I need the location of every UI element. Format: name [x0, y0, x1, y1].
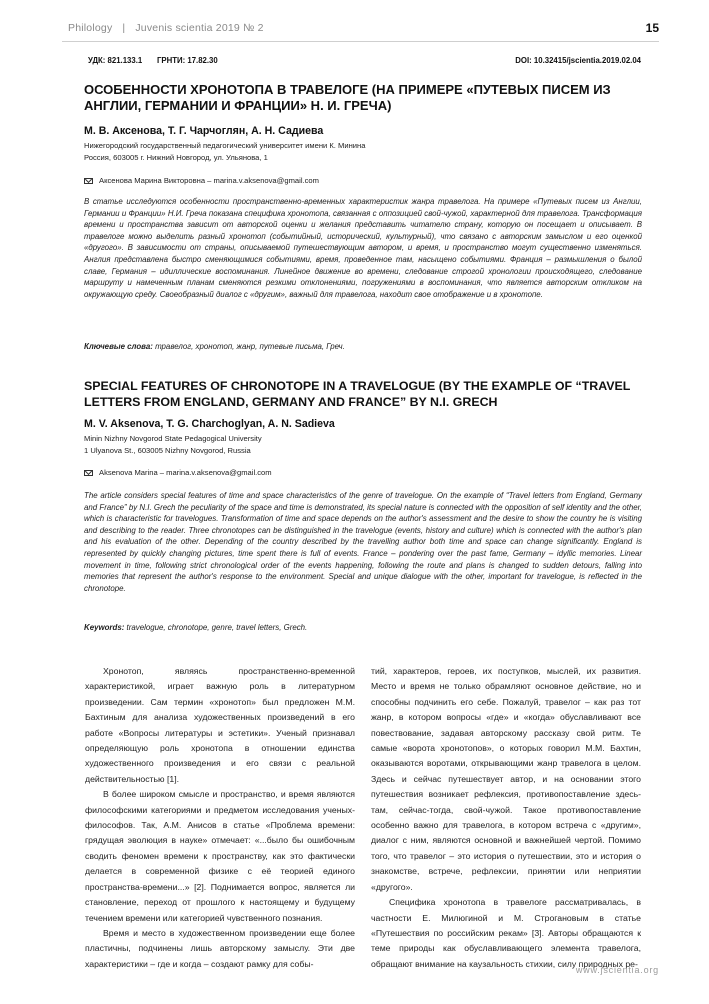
body-paragraph: В более широком смысле и пространство, и время являются философскими категориями и предметом исследования ученых-философов. Так, А.М. Анисов в статье «Проблема времени: грядущая эволюция в науке» отмечает: «...было бы ошибочным сводить феномен времени к пространству, как это фактически делается в современной физике с её теорией единого пространства-времени...» [2]. Поднимается вопрос, является ли становление, переход от прошлого к настоящему и будущему течением времени или категорией чувственного познания.	[85, 789, 355, 923]
ru-affiliation-1: Нижегородский государственный педагогический университет имени К. Минина	[84, 141, 366, 150]
body-column-left	[85, 664, 355, 972]
en-keywords	[84, 623, 307, 632]
body-paragraph: Время и место в художественном произведении еще более пластичны, подчинены лишь авторскому замыслу. Эти две характеристики – где и когда – создают рамку для собы-	[85, 927, 355, 969]
page-number: 15	[645, 21, 659, 35]
en-abstract: The article considers special features of time and space characteristics of the genre of travelogue. On the example of “Travel letters from England, Germany and France” by N.I. Grech the peculiarity of the space and time is demonstrated, its special nature is connected with the opposition of self identity and the other, which is characteristic for travelogues. Transformation of time and space depends on the author's assessment and the desire to show the country he is visiting and describing to the reader. Three chronotopes can be distinguished in the travelogue (events, history and culture) which is connected with the author's plan and his evaluation of the other. Depending of the country described by the travelling author both time and space can change significantly. England is represented by quickly changing pictures, time spent there is full of events. France – pondering over the past fame, Germany – idyllic memories. Linear movement in time, following strict chronological order of the events happening, following the route and plans is changed to sudden detours, falling into memories that represent the author's response to the environment. Special and unique dialogue with the other, important for travelogue, is reflected in the chronotope.	[84, 491, 642, 593]
ru-abstract: В статье исследуются особенности пространственно-временных характеристик жанра травелога. На примере «Путевых писем из Англии, Германии и Франции» Н.И. Греча показана специфика хронотопа, связанная с оппозицией свой-чужой, характерной для травелога. Трансформация времени и пространства зависит от авторской оценки и желания представить читателю страну, которую он посещает и описывает. В травелоге можно выделить разный хронотоп (событийный, исторический, культурный), что связано с авторским замыслом и его оценкой «другого». В зависимости от страны, описываемой путешествующим автором, и время, и пространство могут существенно изменяться. Англия представлена быстро сменяющимися событиями, время, проведенное там, насыщено событиями. Франция – размышления о былой славе, Германия – идиллические воспоминания. Линейное движение во времени, следование строгой хронологии происходящего, следование маршруту и намеченным планам сменяются резкими отклонениями, погружениями в воспоминания, что является авторским откликом на окружающую среду. Своеобразный диалог с «другим», важный для травелога, находит свое отображение и в хронотопе.	[84, 197, 642, 299]
ru-affiliation-2: Россия, 603005 г. Нижний Новгород, ул. Ульянова, 1	[84, 153, 268, 162]
envelope-icon	[84, 178, 93, 184]
en-title: SPECIAL FEATURES OF CHRONOTOPE IN A TRAVELOGUE (BY THE EXAMPLE OF “TRAVEL LETTERS FROM ENGLAND, GERMANY AND FRANCE” BY N.I. GRECH	[84, 379, 631, 409]
ru-keywords	[84, 342, 345, 351]
body-column-right	[371, 664, 641, 972]
en-email-line	[84, 468, 272, 477]
journal-issue: Juvenis scientia 2019 № 2	[135, 22, 264, 34]
footer-site: www.jscientia.org	[575, 965, 659, 975]
header-separator: |	[122, 22, 126, 34]
en-keywords-label: Keywords:	[84, 623, 125, 632]
body-paragraph: тий, характеров, героев, их поступков, мыслей, их развития. Место и время не только обрамляют основное действие, но и способны подчинить его себе. Пожалуй, травелог – как раз тот жанр, в котором вопросы «где» и «когда» обуславливают все повествование, задавая авторскому рассказу свой ритм. Те самые «ворота хронотопов», о которых говорил М.М. Бахтин, оказываются воротами, открывающими жанр травелога в целом. Здесь и сейчас путешествует автор, и на основании этого путешествия возникает рефлексия, противопоставление здесь-там, сейчас-тогда, свой-чужой. Такое противопоставление особенно важно для травелога, в котором встреча с «другим», диалог с ним, являются основной и важнейшей чертой. Помимо того, что травелог – это история о путешествии, это и история о знакомстве, встрече, рефлексии, принятии или неприятии «другого».	[371, 666, 641, 892]
ru-keywords-label: Ключевые слова:	[84, 342, 153, 351]
envelope-icon	[84, 470, 93, 476]
en-affiliation-2: 1 Ulyanova St., 603005 Nizhny Novgorod, Russia	[84, 446, 251, 455]
udk-code: УДК: 821.133.1	[88, 56, 143, 65]
ru-email-line	[84, 176, 319, 185]
journal-section: Philology	[68, 22, 113, 34]
running-header	[68, 22, 264, 34]
body-paragraph: Специфика хронотопа в травелоге рассматривалась, в частности Е. Милюгиной и М. Строгановым в статье «Путешествия по российским рекам» [3]. Авторы обращаются к теме природы как обуславливающего элемента травелога, обращают внимание на каузальность стихии, силу природных ре-	[371, 897, 641, 969]
en-email: Aksenova Marina – marina.v.aksenova@gmail.com	[99, 468, 272, 477]
ru-keywords-text: травелог, хронотоп, жанр, путевые письма, Греч.	[155, 342, 345, 351]
body-paragraph: Хронотоп, являясь пространственно-временной характеристикой, играет важную роль в литературном произведении. Сам термин «хронотоп» был предложен М.М. Бахтиным для анализа художественных произведений в его работе «Вопросы литературы и эстетики». Ученый признавал определяющую роль хронотопа в отношении единства художественного произведения и его связи с реальной действительностью [1].	[85, 666, 355, 784]
ru-title: ОСОБЕННОСТИ ХРОНОТОПА В ТРАВЕЛОГЕ (НА ПРИМЕРЕ «ПУТЕВЫХ ПИСЕМ ИЗ АНГЛИИ, ГЕРМАНИИ И ФРАНЦИИ» Н. И. ГРЕЧА)	[84, 82, 611, 113]
header-rule	[62, 41, 659, 42]
en-affiliation-1: Minin Nizhny Novgorod State Pedagogical University	[84, 434, 262, 443]
en-authors: M. V. Aksenova, T. G. Charchoglyan, A. N. Sadieva	[84, 418, 335, 430]
en-keywords-text: travelogue, chronotope, genre, travel letters, Grech.	[126, 623, 308, 632]
ru-email: Аксенова Марина Викторовна – marina.v.aksenova@gmail.com	[99, 176, 319, 185]
grnti-code: ГРНТИ: 17.82.30	[157, 56, 218, 65]
ru-authors: М. В. Аксенова, Т. Г. Чарчоглян, А. Н. Садиева	[84, 125, 324, 137]
doi-code: DOI: 10.32415/jscientia.2019.02.04	[515, 56, 641, 65]
